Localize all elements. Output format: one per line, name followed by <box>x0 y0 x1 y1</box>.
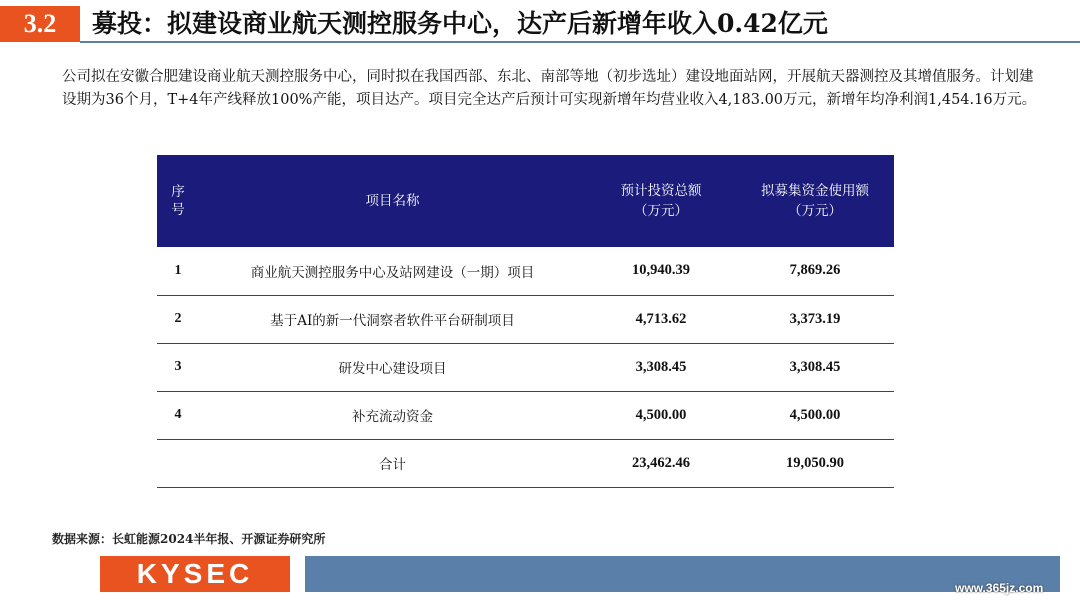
row-raised-amount: 4,500.00 <box>789 406 841 423</box>
header-raised-line2: （万元） <box>788 203 842 219</box>
row-investment-total: 3,308.45 <box>635 358 687 375</box>
table-total-row <box>157 439 894 487</box>
total-serial-empty <box>157 439 199 487</box>
row-investment-total: 10,940.39 <box>632 262 690 279</box>
slide-header <box>0 0 1080 44</box>
row-project-name: 补充流动资金 <box>352 409 433 425</box>
row-project-name: 研发中心建设项目 <box>338 361 447 377</box>
kysec-logo: KYSEC <box>100 556 290 592</box>
data-source-note: 数据来源：长虹能源2024半年报、开源证券研究所 <box>52 532 326 546</box>
header-investment-line1: 预计投资总额 <box>620 183 702 199</box>
footer-bar <box>305 556 1060 592</box>
header-investment-total <box>586 155 736 247</box>
row-raised-amount: 3,308.45 <box>789 358 841 375</box>
slide-title: 募投：拟建设商业航天测控服务中心，达产后新增年收入0.42亿元 <box>92 9 828 38</box>
table-row <box>157 295 894 343</box>
row-project-name: 基于AI的新一代洞察者软件平台研制项目 <box>270 313 515 329</box>
table-header-row <box>157 155 894 247</box>
header-serial-number <box>157 155 199 247</box>
section-number-badge: 3.2 <box>0 6 80 42</box>
table-row <box>157 247 894 295</box>
row-serial-number: 1 <box>174 262 182 278</box>
total-investment: 23,462.46 <box>632 454 690 471</box>
header-serial-line1: 序 <box>171 184 185 200</box>
total-raised: 19,050.90 <box>786 454 844 471</box>
watermark-text: www.365jz.com <box>955 581 1044 595</box>
header-raised-line1: 拟募集资金使用额 <box>761 183 869 199</box>
row-raised-amount: 3,373.19 <box>789 310 841 327</box>
header-project-name: 项目名称 <box>365 193 420 209</box>
table-header <box>157 155 894 247</box>
row-raised-amount: 7,869.26 <box>789 262 841 279</box>
row-investment-total: 4,500.00 <box>635 406 687 423</box>
table-row <box>157 391 894 439</box>
header-raised-amount <box>736 155 894 247</box>
row-investment-total: 4,713.62 <box>635 310 687 327</box>
header-serial-line2: 号 <box>171 202 185 218</box>
table-body <box>157 247 894 487</box>
header-investment-line2: （万元） <box>634 203 688 219</box>
row-serial-number: 2 <box>174 311 182 326</box>
projects-table <box>157 155 894 488</box>
row-serial-number: 4 <box>174 407 182 422</box>
table-row <box>157 343 894 391</box>
total-label: 合计 <box>379 457 406 473</box>
fundraising-projects-table <box>157 155 894 488</box>
row-serial-number: 3 <box>174 359 182 374</box>
header-divider <box>80 41 1080 43</box>
row-project-name: 商业航天测控服务中心及站网建设（一期）项目 <box>250 264 535 281</box>
intro-paragraph: 公司拟在安徽合肥建设商业航天测控服务中心，同时拟在我国西部、东北、南部等地（初步选址）建设地面站网，开展航天器测控及其增值服务。计划建设期为36个月，T+4年产线释放100%产能，项目达产。项目完全达产后预计可实现新增年均营业收入4,183.00万元，新增年均净利润1,454.16万元。 <box>62 69 1037 108</box>
